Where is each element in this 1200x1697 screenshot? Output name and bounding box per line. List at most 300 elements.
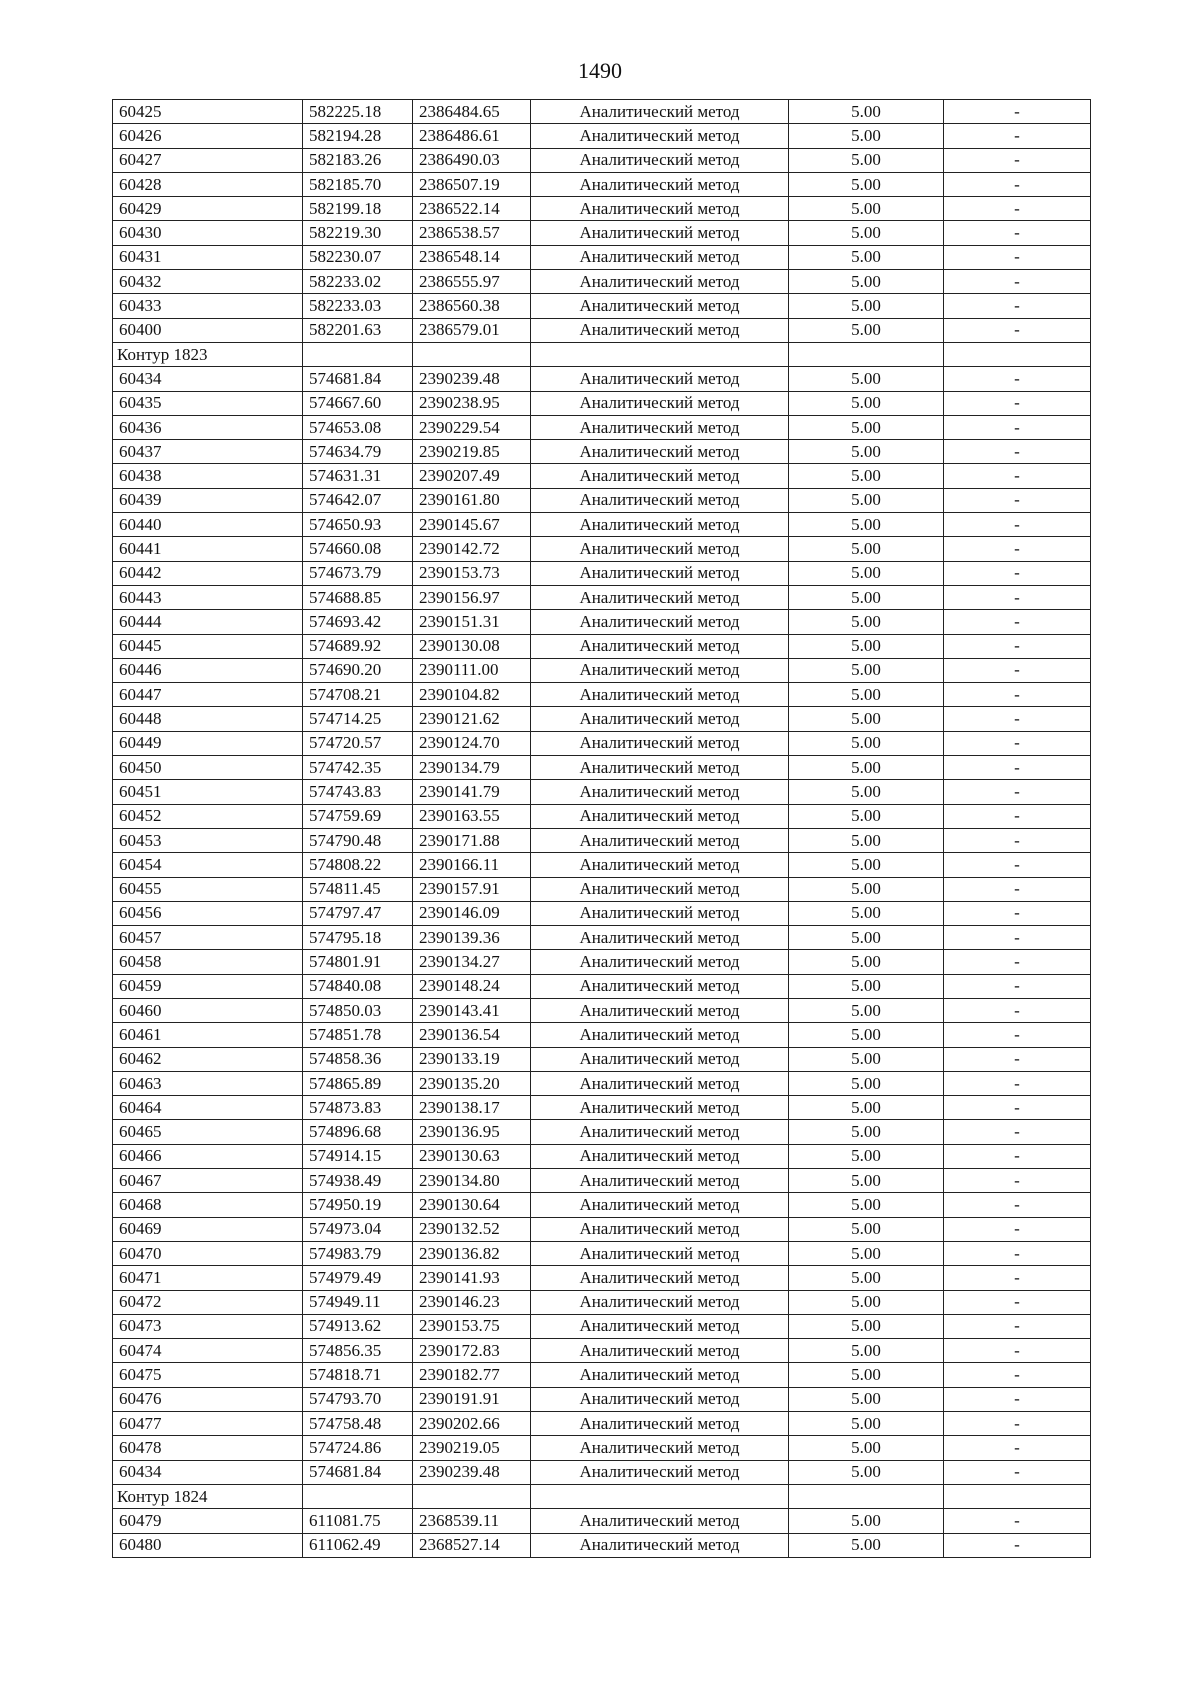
method-cell: Аналитический метод [531,464,789,488]
table-row [113,756,1091,780]
y-coordinate-cell: 2390146.23 [413,1290,531,1314]
accuracy-cell: 5.00 [789,1047,944,1071]
x-coordinate-cell: 582225.18 [303,100,413,124]
x-coordinate-cell: 574631.31 [303,464,413,488]
dash-cell: - [944,318,1091,342]
method-cell: Аналитический метод [531,1314,789,1338]
y-coordinate-cell: 2390156.97 [413,585,531,609]
x-coordinate-cell: 574743.83 [303,780,413,804]
y-coordinate-cell: 2390104.82 [413,683,531,707]
point-number-cell: 60455 [113,877,303,901]
point-number-cell: 60464 [113,1096,303,1120]
dash-cell: - [944,197,1091,221]
dash-cell: - [944,585,1091,609]
y-coordinate-cell: 2390134.27 [413,950,531,974]
dash-cell: - [944,1217,1091,1241]
table-row [113,318,1091,342]
accuracy-cell: 5.00 [789,658,944,682]
x-coordinate-cell: 574896.68 [303,1120,413,1144]
table-row [113,1071,1091,1095]
accuracy-cell: 5.00 [789,1266,944,1290]
table-row [113,1314,1091,1338]
accuracy-cell: 5.00 [789,950,944,974]
accuracy-cell: 5.00 [789,100,944,124]
point-number-cell: 60430 [113,221,303,245]
method-cell: Аналитический метод [531,901,789,925]
dash-cell: - [944,440,1091,464]
point-number-cell: 60466 [113,1144,303,1168]
dash-cell: - [944,634,1091,658]
method-cell: Аналитический метод [531,950,789,974]
table-row [113,440,1091,464]
table-row [113,148,1091,172]
point-number-cell: 60450 [113,756,303,780]
y-coordinate-cell: 2390239.48 [413,1460,531,1484]
point-number-cell: 60432 [113,270,303,294]
accuracy-cell: 5.00 [789,707,944,731]
x-coordinate-cell: 574681.84 [303,1460,413,1484]
table-row [113,1387,1091,1411]
empty-cell [789,342,944,366]
method-cell: Аналитический метод [531,756,789,780]
method-cell: Аналитический метод [531,513,789,537]
accuracy-cell: 5.00 [789,1363,944,1387]
table-row [113,391,1091,415]
method-cell: Аналитический метод [531,294,789,318]
method-cell: Аналитический метод [531,658,789,682]
dash-cell: - [944,877,1091,901]
dash-cell: - [944,1533,1091,1557]
method-cell: Аналитический метод [531,707,789,731]
point-number-cell: 60469 [113,1217,303,1241]
contour-label: Контур 1824 [113,1484,303,1508]
dash-cell: - [944,610,1091,634]
accuracy-cell: 5.00 [789,634,944,658]
x-coordinate-cell: 611081.75 [303,1509,413,1533]
method-cell: Аналитический метод [531,415,789,439]
dash-cell: - [944,1144,1091,1168]
point-number-cell: 60442 [113,561,303,585]
x-coordinate-cell: 574913.62 [303,1314,413,1338]
y-coordinate-cell: 2386507.19 [413,172,531,196]
method-cell: Аналитический метод [531,683,789,707]
y-coordinate-cell: 2386538.57 [413,221,531,245]
empty-cell [944,1484,1091,1508]
y-coordinate-cell: 2386555.97 [413,270,531,294]
y-coordinate-cell: 2390161.80 [413,488,531,512]
point-number-cell: 60434 [113,1460,303,1484]
dash-cell: - [944,124,1091,148]
x-coordinate-cell: 574795.18 [303,926,413,950]
accuracy-cell: 5.00 [789,683,944,707]
coordinates-table-body [113,100,1091,1558]
point-number-cell: 60449 [113,731,303,755]
y-coordinate-cell: 2390157.91 [413,877,531,901]
dash-cell: - [944,415,1091,439]
dash-cell: - [944,804,1091,828]
accuracy-cell: 5.00 [789,1241,944,1265]
dash-cell: - [944,1120,1091,1144]
method-cell: Аналитический метод [531,1047,789,1071]
accuracy-cell: 5.00 [789,245,944,269]
dash-cell: - [944,270,1091,294]
point-number-cell: 60461 [113,1023,303,1047]
table-row [113,1460,1091,1484]
method-cell: Аналитический метод [531,245,789,269]
table-row [113,513,1091,537]
method-cell: Аналитический метод [531,488,789,512]
empty-cell [413,342,531,366]
table-row [113,1023,1091,1047]
point-number-cell: 60451 [113,780,303,804]
x-coordinate-cell: 582199.18 [303,197,413,221]
table-row [113,367,1091,391]
table-row [113,950,1091,974]
dash-cell: - [944,367,1091,391]
accuracy-cell: 5.00 [789,367,944,391]
dash-cell: - [944,683,1091,707]
table-row [113,731,1091,755]
accuracy-cell: 5.00 [789,1509,944,1533]
point-number-cell: 60433 [113,294,303,318]
empty-cell [531,342,789,366]
dash-cell: - [944,1460,1091,1484]
method-cell: Аналитический метод [531,1436,789,1460]
accuracy-cell: 5.00 [789,877,944,901]
y-coordinate-cell: 2390142.72 [413,537,531,561]
table-row [113,877,1091,901]
point-number-cell: 60462 [113,1047,303,1071]
point-number-cell: 60474 [113,1339,303,1363]
dash-cell: - [944,828,1091,852]
accuracy-cell: 5.00 [789,1533,944,1557]
accuracy-cell: 5.00 [789,901,944,925]
accuracy-cell: 5.00 [789,585,944,609]
y-coordinate-cell: 2390146.09 [413,901,531,925]
table-row [113,464,1091,488]
table-row [113,1436,1091,1460]
method-cell: Аналитический метод [531,634,789,658]
accuracy-cell: 5.00 [789,731,944,755]
y-coordinate-cell: 2390163.55 [413,804,531,828]
method-cell: Аналитический метод [531,1290,789,1314]
table-row [113,537,1091,561]
table-row [113,610,1091,634]
method-cell: Аналитический метод [531,1120,789,1144]
method-cell: Аналитический метод [531,1460,789,1484]
empty-cell [531,1484,789,1508]
y-coordinate-cell: 2390134.80 [413,1169,531,1193]
empty-cell [303,342,413,366]
y-coordinate-cell: 2390135.20 [413,1071,531,1095]
y-coordinate-cell: 2390138.17 [413,1096,531,1120]
y-coordinate-cell: 2390130.63 [413,1144,531,1168]
point-number-cell: 60472 [113,1290,303,1314]
x-coordinate-cell: 574850.03 [303,998,413,1022]
dash-cell: - [944,1412,1091,1436]
x-coordinate-cell: 574667.60 [303,391,413,415]
x-coordinate-cell: 574865.89 [303,1071,413,1095]
y-coordinate-cell: 2390136.82 [413,1241,531,1265]
method-cell: Аналитический метод [531,1169,789,1193]
x-coordinate-cell: 574660.08 [303,537,413,561]
point-number-cell: 60457 [113,926,303,950]
y-coordinate-cell: 2386579.01 [413,318,531,342]
y-coordinate-cell: 2390166.11 [413,853,531,877]
y-coordinate-cell: 2386560.38 [413,294,531,318]
table-row [113,1266,1091,1290]
point-number-cell: 60444 [113,610,303,634]
x-coordinate-cell: 574689.92 [303,634,413,658]
y-coordinate-cell: 2390141.79 [413,780,531,804]
y-coordinate-cell: 2390207.49 [413,464,531,488]
dash-cell: - [944,1509,1091,1533]
dash-cell: - [944,1339,1091,1363]
method-cell: Аналитический метод [531,610,789,634]
table-row [113,124,1091,148]
table-row [113,926,1091,950]
dash-cell: - [944,148,1091,172]
x-coordinate-cell: 582233.02 [303,270,413,294]
dash-cell: - [944,1023,1091,1047]
accuracy-cell: 5.00 [789,1460,944,1484]
table-row [113,221,1091,245]
accuracy-cell: 5.00 [789,464,944,488]
y-coordinate-cell: 2390124.70 [413,731,531,755]
table-row [113,707,1091,731]
table-row [113,804,1091,828]
method-cell: Аналитический метод [531,1266,789,1290]
dash-cell: - [944,1387,1091,1411]
table-row [113,1144,1091,1168]
dash-cell: - [944,756,1091,780]
table-row [113,658,1091,682]
accuracy-cell: 5.00 [789,1193,944,1217]
accuracy-cell: 5.00 [789,1387,944,1411]
x-coordinate-cell: 574714.25 [303,707,413,731]
y-coordinate-cell: 2390191.91 [413,1387,531,1411]
accuracy-cell: 5.00 [789,1071,944,1095]
method-cell: Аналитический метод [531,221,789,245]
point-number-cell: 60480 [113,1533,303,1557]
empty-cell [303,1484,413,1508]
point-number-cell: 60438 [113,464,303,488]
empty-cell [944,342,1091,366]
method-cell: Аналитический метод [531,1241,789,1265]
accuracy-cell: 5.00 [789,804,944,828]
accuracy-cell: 5.00 [789,1436,944,1460]
point-number-cell: 60434 [113,367,303,391]
x-coordinate-cell: 574653.08 [303,415,413,439]
point-number-cell: 60470 [113,1241,303,1265]
table-row [113,172,1091,196]
table-row [113,1533,1091,1557]
x-coordinate-cell: 574938.49 [303,1169,413,1193]
method-cell: Аналитический метод [531,1509,789,1533]
table-row [113,1363,1091,1387]
dash-cell: - [944,221,1091,245]
x-coordinate-cell: 574979.49 [303,1266,413,1290]
accuracy-cell: 5.00 [789,488,944,512]
dash-cell: - [944,998,1091,1022]
accuracy-cell: 5.00 [789,1314,944,1338]
point-number-cell: 60456 [113,901,303,925]
method-cell: Аналитический метод [531,853,789,877]
y-coordinate-cell: 2390139.36 [413,926,531,950]
accuracy-cell: 5.00 [789,1169,944,1193]
table-row [113,1120,1091,1144]
accuracy-cell: 5.00 [789,197,944,221]
method-cell: Аналитический метод [531,828,789,852]
y-coordinate-cell: 2368539.11 [413,1509,531,1533]
point-number-cell: 60448 [113,707,303,731]
y-coordinate-cell: 2386486.61 [413,124,531,148]
point-number-cell: 60441 [113,537,303,561]
y-coordinate-cell: 2390219.05 [413,1436,531,1460]
dash-cell: - [944,707,1091,731]
x-coordinate-cell: 582194.28 [303,124,413,148]
table-row [113,1412,1091,1436]
y-coordinate-cell: 2390229.54 [413,415,531,439]
x-coordinate-cell: 574808.22 [303,853,413,877]
point-number-cell: 60479 [113,1509,303,1533]
table-row [113,1193,1091,1217]
method-cell: Аналитический метод [531,1144,789,1168]
dash-cell: - [944,294,1091,318]
contour-header-row [113,1484,1091,1508]
x-coordinate-cell: 574851.78 [303,1023,413,1047]
method-cell: Аналитический метод [531,877,789,901]
table-row [113,1169,1091,1193]
table-row [113,1290,1091,1314]
y-coordinate-cell: 2386548.14 [413,245,531,269]
dash-cell: - [944,488,1091,512]
point-number-cell: 60443 [113,585,303,609]
point-number-cell: 60431 [113,245,303,269]
method-cell: Аналитический метод [531,561,789,585]
method-cell: Аналитический метод [531,926,789,950]
table-row [113,683,1091,707]
method-cell: Аналитический метод [531,1387,789,1411]
table-row [113,585,1091,609]
accuracy-cell: 5.00 [789,1096,944,1120]
x-coordinate-cell: 574708.21 [303,683,413,707]
y-coordinate-cell: 2390145.67 [413,513,531,537]
table-row [113,1096,1091,1120]
x-coordinate-cell: 574650.93 [303,513,413,537]
point-number-cell: 60447 [113,683,303,707]
x-coordinate-cell: 574973.04 [303,1217,413,1241]
method-cell: Аналитический метод [531,318,789,342]
table-row [113,1509,1091,1533]
point-number-cell: 60471 [113,1266,303,1290]
method-cell: Аналитический метод [531,1023,789,1047]
dash-cell: - [944,950,1091,974]
accuracy-cell: 5.00 [789,318,944,342]
dash-cell: - [944,1047,1091,1071]
method-cell: Аналитический метод [531,804,789,828]
x-coordinate-cell: 574914.15 [303,1144,413,1168]
accuracy-cell: 5.00 [789,270,944,294]
accuracy-cell: 5.00 [789,853,944,877]
dash-cell: - [944,561,1091,585]
accuracy-cell: 5.00 [789,780,944,804]
x-coordinate-cell: 611062.49 [303,1533,413,1557]
method-cell: Аналитический метод [531,537,789,561]
point-number-cell: 60465 [113,1120,303,1144]
y-coordinate-cell: 2390111.00 [413,658,531,682]
method-cell: Аналитический метод [531,367,789,391]
method-cell: Аналитический метод [531,391,789,415]
x-coordinate-cell: 574983.79 [303,1241,413,1265]
point-number-cell: 60427 [113,148,303,172]
table-row [113,561,1091,585]
table-row [113,488,1091,512]
method-cell: Аналитический метод [531,1339,789,1363]
x-coordinate-cell: 574642.07 [303,488,413,512]
x-coordinate-cell: 582185.70 [303,172,413,196]
y-coordinate-cell: 2390219.85 [413,440,531,464]
point-number-cell: 60478 [113,1436,303,1460]
method-cell: Аналитический метод [531,1533,789,1557]
x-coordinate-cell: 574720.57 [303,731,413,755]
y-coordinate-cell: 2390153.75 [413,1314,531,1338]
method-cell: Аналитический метод [531,270,789,294]
accuracy-cell: 5.00 [789,148,944,172]
point-number-cell: 60446 [113,658,303,682]
point-number-cell: 60463 [113,1071,303,1095]
dash-cell: - [944,1241,1091,1265]
x-coordinate-cell: 574856.35 [303,1339,413,1363]
y-coordinate-cell: 2386490.03 [413,148,531,172]
y-coordinate-cell: 2390136.54 [413,1023,531,1047]
x-coordinate-cell: 574797.47 [303,901,413,925]
y-coordinate-cell: 2390136.95 [413,1120,531,1144]
x-coordinate-cell: 574673.79 [303,561,413,585]
page-number: 1490 [578,58,622,83]
y-coordinate-cell: 2390143.41 [413,998,531,1022]
table-row [113,294,1091,318]
point-number-cell: 60428 [113,172,303,196]
x-coordinate-cell: 582230.07 [303,245,413,269]
method-cell: Аналитический метод [531,1412,789,1436]
dash-cell: - [944,391,1091,415]
x-coordinate-cell: 574724.86 [303,1436,413,1460]
point-number-cell: 60439 [113,488,303,512]
accuracy-cell: 5.00 [789,415,944,439]
dash-cell: - [944,1169,1091,1193]
method-cell: Аналитический метод [531,197,789,221]
accuracy-cell: 5.00 [789,828,944,852]
accuracy-cell: 5.00 [789,756,944,780]
dash-cell: - [944,464,1091,488]
table-row [113,998,1091,1022]
x-coordinate-cell: 574742.35 [303,756,413,780]
table-row [113,245,1091,269]
dash-cell: - [944,1314,1091,1338]
x-coordinate-cell: 574693.42 [303,610,413,634]
accuracy-cell: 5.00 [789,998,944,1022]
table-row [113,853,1091,877]
y-coordinate-cell: 2390239.48 [413,367,531,391]
x-coordinate-cell: 582201.63 [303,318,413,342]
table-row [113,901,1091,925]
point-number-cell: 60426 [113,124,303,148]
point-number-cell: 60467 [113,1169,303,1193]
x-coordinate-cell: 574818.71 [303,1363,413,1387]
x-coordinate-cell: 574790.48 [303,828,413,852]
method-cell: Аналитический метод [531,1193,789,1217]
